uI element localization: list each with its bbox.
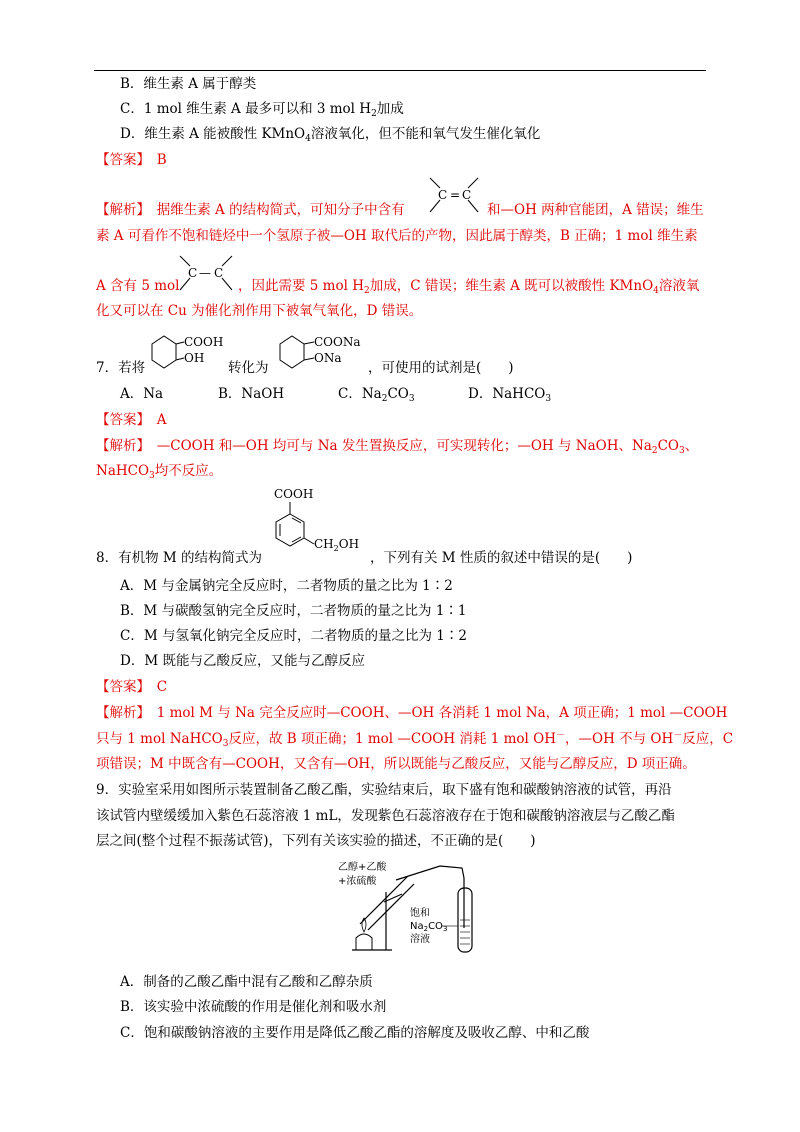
svg-text:OH: OH	[184, 351, 205, 365]
q7-product-structure	[272, 328, 372, 376]
q6-analysis-line1b: 和—OH 两种官能团，A 错误；维生	[487, 202, 704, 218]
svg-text:饱和: 饱和	[410, 908, 430, 919]
q8-structure-m	[262, 486, 372, 566]
q6-cc-single-bond-structure	[176, 254, 236, 296]
q9-option-b: B．该实验中浓硫酸的作用是催化剂和吸水剂	[120, 999, 387, 1015]
q9-stem-line1: 9．实验室采用如图所示装置制备乙酸乙酯，实验结束后，取下盛有饱和碳酸钠溶液的试管，再沿	[96, 782, 672, 798]
q7-option-c: C．$Na_2CO_3$	[338, 386, 415, 404]
q6-option-b: B．维生素 A 属于醇类	[120, 76, 257, 92]
q6-analysis-line3a: A 含有 5 mol	[96, 278, 180, 294]
q9-apparatus-figure	[330, 858, 500, 958]
svg-text:COOH: COOH	[184, 335, 224, 349]
q6-analysis-line1: 【解析】 据维生素 A 的结构简式，可知分子中含有	[96, 202, 405, 218]
q7-analysis-line1: 【解析】 —COOH 和—OH 均可与 Na 发生置换反应，可实现转化；—OH 与 NaOH、$Na_2CO_3$、	[96, 438, 699, 456]
q7-analysis-line2: NaHCO$_3$均不反应。	[96, 463, 223, 481]
q8-analysis-line1: 【解析】 1 mol M 与 Na 完全反应时—COOH、—OH 各消耗 1 mol Na，A 项正确；1 mol —COOH	[96, 705, 728, 721]
q7-option-b: B．NaOH	[218, 386, 285, 402]
q8-stem-a: 8．有机物 M 的结构简式为	[96, 550, 262, 566]
q7-stem-a: 7．若将	[96, 360, 146, 376]
cc-double-sign: =	[450, 188, 461, 202]
svg-text:Na2CO3: $Na_2CO_3$	[410, 921, 448, 933]
svg-text:+浓硫酸: +浓硫酸	[338, 876, 377, 887]
svg-text:C: C	[214, 266, 224, 280]
q6-option-c: C．1 mol 维生素 A 最多可以和 3 mol $H_2$加成	[120, 101, 404, 119]
q8-stem-b: ，下列有关 M 性质的叙述中错误的是( )	[370, 550, 633, 566]
q6-analysis-line3b: ，因此需要 5 mol $H_2$加成，C 错误；维生素 A 既可以被酸性 KMnO$_4$溶液氧	[238, 278, 700, 296]
q7-stem-c: ，可使用的试剂是( )	[368, 360, 514, 376]
header-rule	[94, 70, 706, 71]
svg-text:乙醇+乙酸: 乙醇+乙酸	[338, 862, 387, 873]
q6-analysis-line2: 素 A 可看作不饱和链烃中一个氢原子被—OH 取代后的产物，因此属于醇类，B 正确；1 mol 维生素	[96, 228, 698, 244]
cc-left-atom: C	[438, 188, 448, 202]
q8-analysis-line3: 项错误；M 中既含有—COOH，又含有—OH，所以既能与乙酸反应，又能与乙醇反应，D 项正确。	[96, 756, 696, 772]
q9-stem-line2: 该试管内壁缓缓加入紫色石蕊溶液 1 mL，发现紫色石蕊溶液存在于饱和碳酸钠溶液层与乙酸乙酯	[96, 808, 675, 824]
svg-text:COONa: COONa	[314, 335, 361, 349]
q8-option-a: A．M 与金属钠完全反应时，二者物质的量之比为 1∶2	[120, 578, 453, 594]
q6-analysis-line4: 化又可以在 Cu 为催化剂作用下被氧气氧化，D 错误。	[96, 303, 423, 319]
q7-reactant-structure	[144, 328, 234, 376]
q9-option-c: C．饱和碳酸钠溶液的主要作用是降低乙酸乙酯的溶解度及吸收乙醇、中和乙酸	[120, 1025, 590, 1041]
q6-answer: 【答案】 B	[96, 152, 167, 168]
q7-stem-b: 转化为	[228, 360, 269, 376]
svg-text:—: —	[199, 266, 211, 280]
q6-option-d: D．维生素 A 能被酸性 KMnO$_4$溶液氧化，但不能和氧气发生催化氧化	[120, 126, 541, 144]
q8-analysis-line2: 只与 1 mol NaHCO$_3$反应，故 B 项正确；1 mol —COOH 消耗 1 mol OH－，—OH 不与 OH－反应，C	[96, 731, 734, 749]
svg-text:CH2OH: $CH_2OH$	[314, 537, 360, 553]
q9-stem-line3: 层之间(整个过程不振荡试管)，下列有关该实验的描述，不正确的是( )	[96, 833, 536, 849]
svg-text:COOH: COOH	[274, 487, 314, 501]
svg-text:C: C	[188, 266, 198, 280]
q8-option-d: D．M 既能与乙酸反应，又能与乙醇反应	[120, 653, 365, 669]
cc-right-atom: C	[462, 188, 472, 202]
q7-option-d: D．NaHCO$_3$	[468, 386, 552, 404]
q8-option-c: C．M 与氢氧化钠完全反应时，二者物质的量之比为 1∶2	[120, 628, 467, 644]
q9-option-a: A．制备的乙酸乙酯中混有乙酸和乙醇杂质	[120, 974, 373, 990]
q8-option-b: B．M 与碳酸氢钠完全反应时，二者物质的量之比为 1∶1	[120, 603, 467, 619]
q7-answer: 【答案】 A	[96, 412, 167, 428]
q6-cc-double-bond-structure	[424, 176, 484, 218]
q8-answer: 【答案】 C	[96, 679, 168, 695]
svg-text:ONa: ONa	[314, 351, 342, 365]
svg-text:溶液: 溶液	[410, 934, 430, 945]
q7-option-a: A．Na	[120, 386, 164, 402]
